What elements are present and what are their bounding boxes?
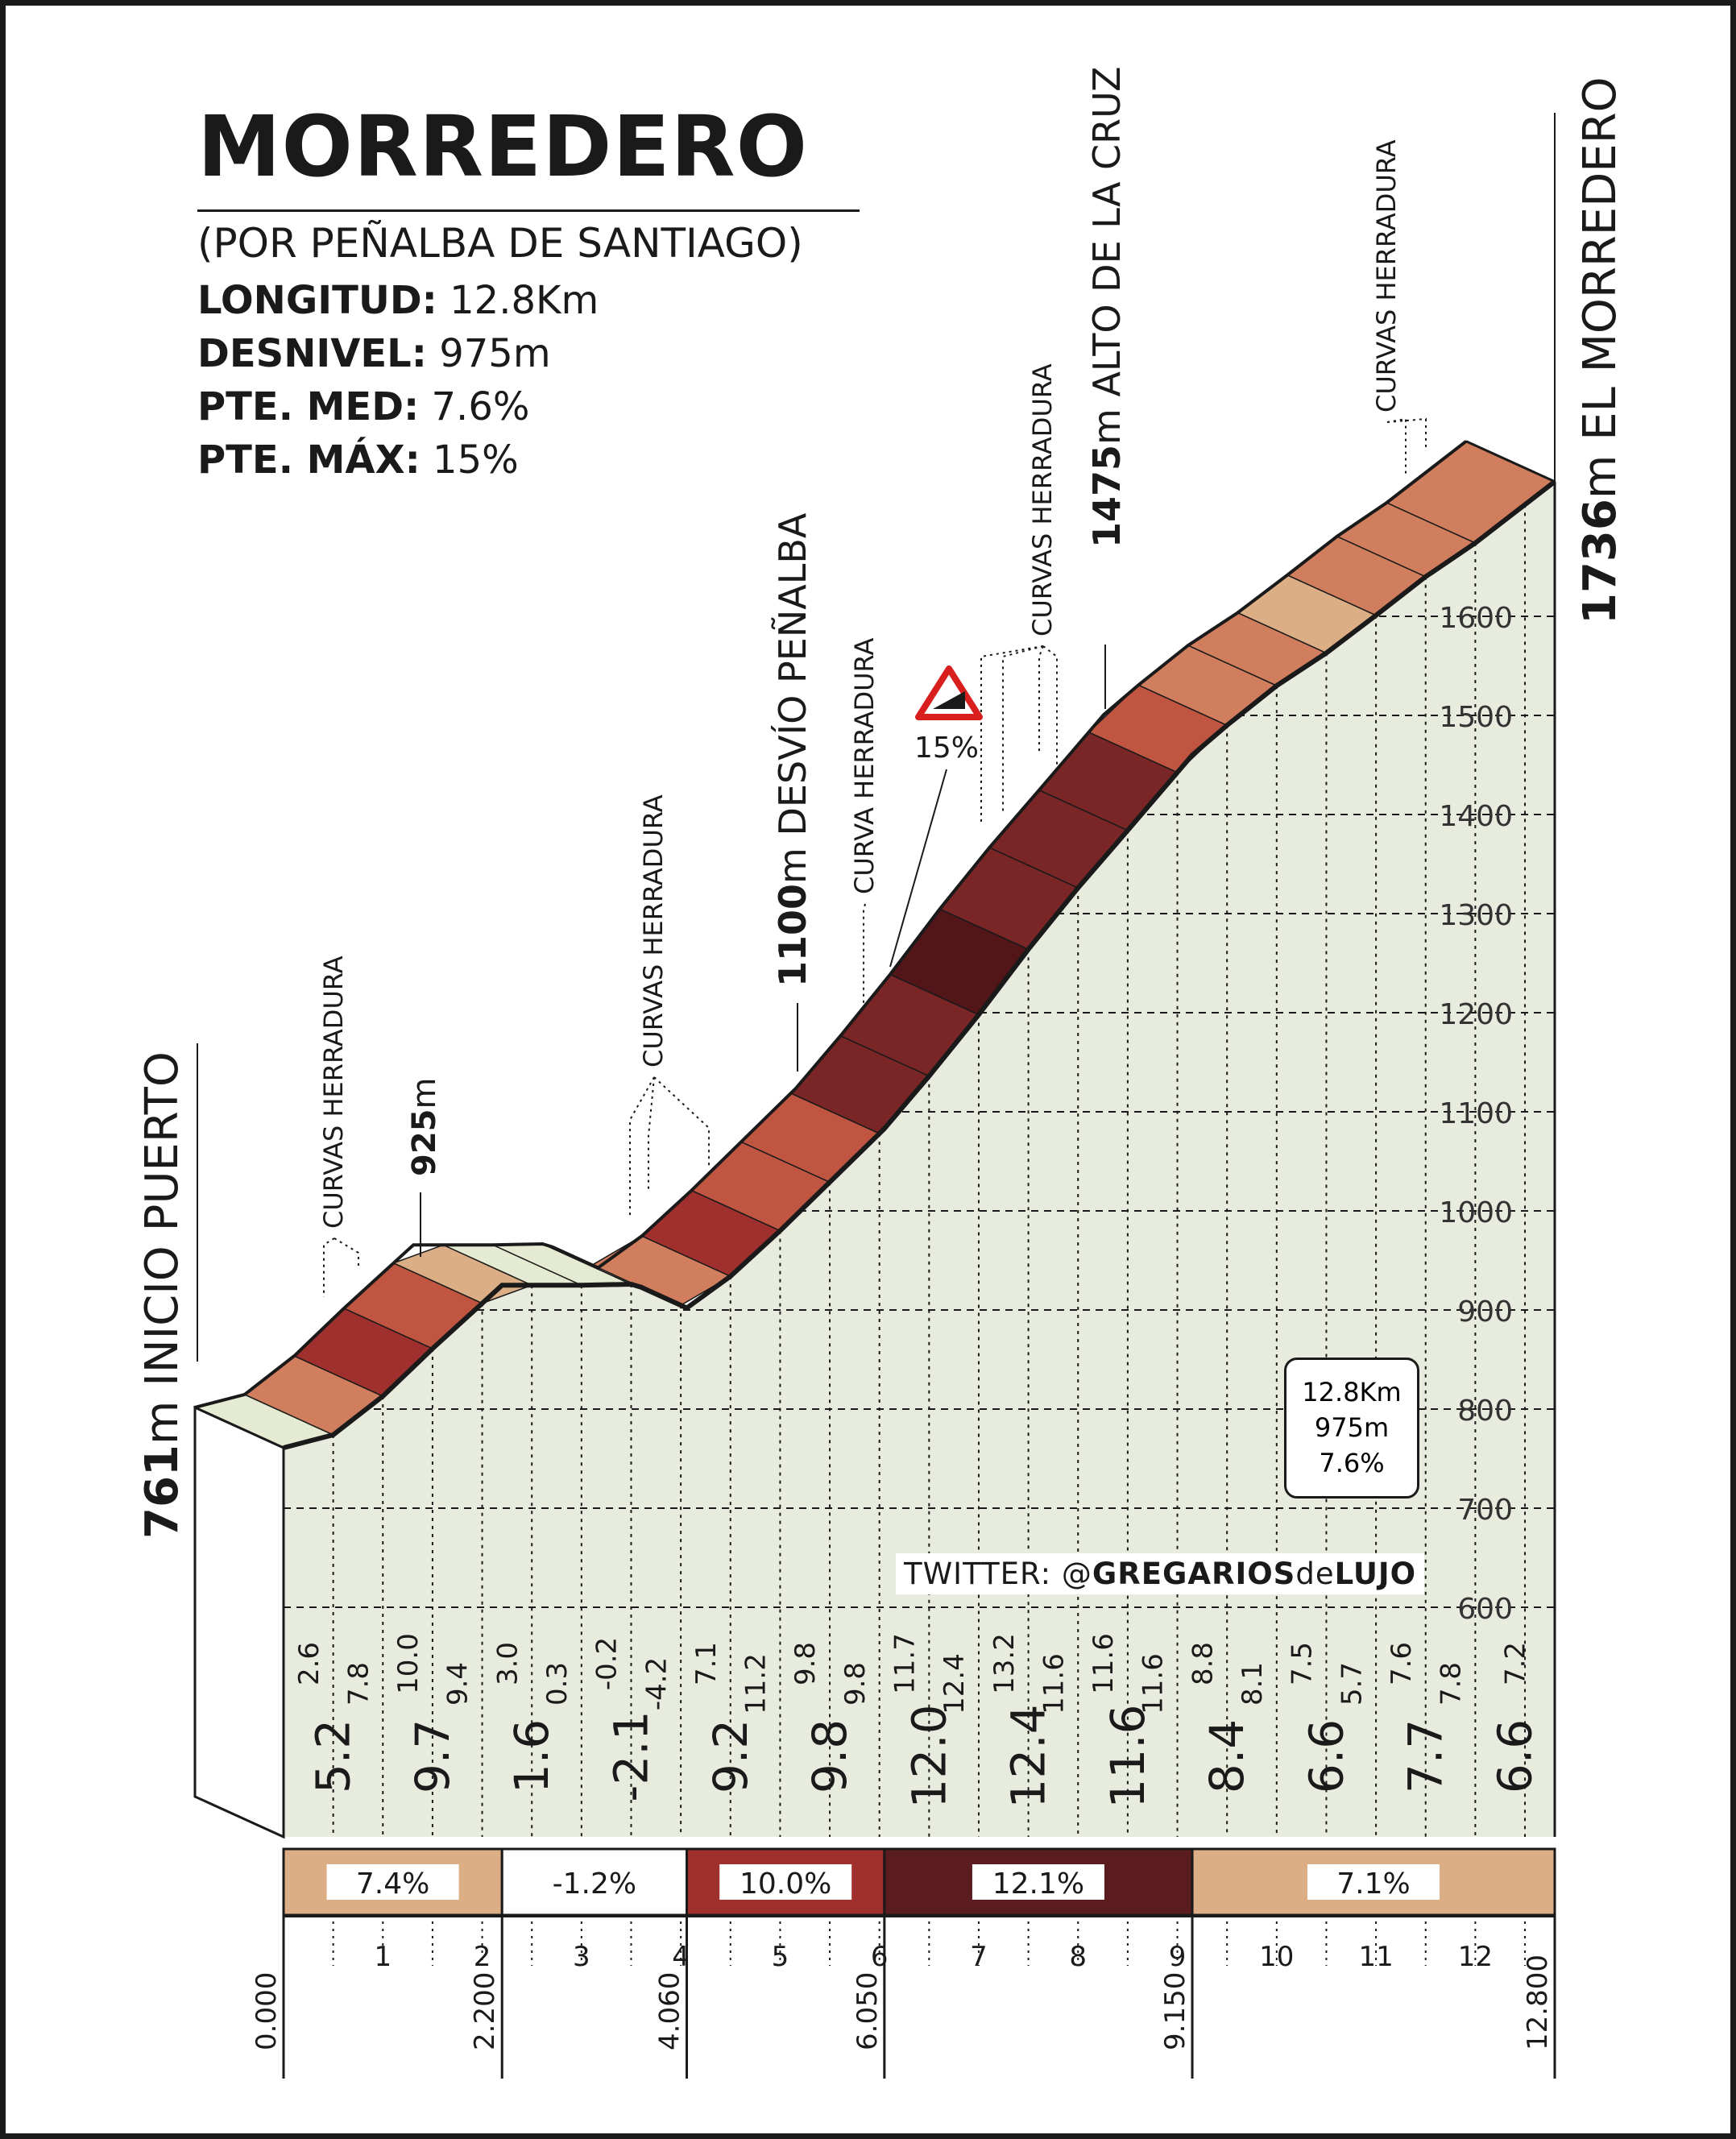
profile-left-face — [195, 1407, 284, 1837]
altitude-tick-label: 1400 — [1439, 800, 1513, 833]
axis-km-label: 5 — [771, 1941, 789, 1973]
title-divider — [197, 209, 860, 212]
curvas-label-2: CURVAS HERRADURA — [638, 794, 669, 1067]
altitude-tick-label: 800 — [1457, 1395, 1513, 1428]
summary-grade: 7.6% — [1319, 1448, 1385, 1479]
curvas-label-3-leader — [1039, 646, 1043, 753]
axis-km-label: 6 — [870, 1941, 889, 1973]
half-km-gradient-label: 11.6 — [1088, 1633, 1121, 1694]
half-km-gradient-label: 7.8 — [342, 1661, 375, 1706]
sector-gradient-label: 7.1% — [1336, 1867, 1411, 1901]
axis-km-label: 9 — [1168, 1941, 1187, 1973]
stat-pte-med — [197, 384, 860, 429]
summary-length: 12.8Km — [1302, 1377, 1402, 1407]
distance-axis — [251, 1916, 1555, 2079]
stat-label: DESNIVEL: — [197, 331, 427, 376]
alto-label — [1085, 67, 1129, 549]
start-label-bold: 761 — [136, 1445, 189, 1539]
finish-label — [1574, 77, 1626, 624]
page-title: MORREDERO — [197, 97, 808, 196]
km-gradient-label: -2.1 — [603, 1710, 659, 1802]
max-grade-warning-icon — [918, 669, 980, 717]
start-label — [136, 1051, 189, 1539]
km-gradient-label: 11.6 — [1100, 1704, 1155, 1809]
stat-pte-max — [197, 437, 860, 483]
half-km-gradient-label: 5.7 — [1336, 1661, 1369, 1706]
page-subtitle: (POR PEÑALBA DE SANTIAGO) — [197, 220, 803, 267]
max-grade-label: 15% — [914, 732, 980, 765]
half-km-gradient-label: 2.6 — [292, 1641, 325, 1686]
curvas-label-3-leader — [1043, 646, 1057, 765]
half-km-gradient-label: 7.6 — [1385, 1641, 1418, 1686]
p925-label — [406, 1078, 443, 1176]
altitude-tick-label: 1100 — [1439, 1097, 1513, 1130]
p925-label-rest: m — [406, 1077, 443, 1109]
stat-value: 7.6% — [431, 384, 530, 429]
stat-value: 975m — [439, 331, 551, 376]
profile-side-face — [195, 1407, 284, 1837]
sector-gradient-label: 10.0% — [739, 1867, 832, 1901]
half-km-gradient-label: 11.2 — [740, 1653, 773, 1714]
sector-gradient-label: 7.4% — [355, 1867, 430, 1901]
km-gradient-label: 6.6 — [1299, 1718, 1354, 1794]
twitter-prefix: TWITTER: @ — [904, 1557, 1092, 1591]
header — [197, 97, 860, 483]
axis-km-label: 8 — [1069, 1941, 1088, 1973]
summary-box — [1284, 1358, 1419, 1499]
axis-key-distance: 0.000 — [251, 1971, 283, 2050]
curvas-label-1: CURVAS HERRADURA — [318, 956, 349, 1229]
curvas-label-4-leader — [1387, 419, 1406, 475]
twitter-mid: de — [1295, 1557, 1335, 1591]
altitude-tick-label: 1000 — [1439, 1196, 1513, 1229]
axis-km-label: 4 — [672, 1941, 690, 1973]
km-gradient-label: 7.7 — [1398, 1718, 1453, 1794]
sector-gradient-label: -1.2% — [552, 1867, 637, 1901]
stat-label: PTE. MED: — [197, 384, 420, 429]
stat-value: 12.8Km — [450, 278, 599, 323]
desvio-label-bold: 1100 — [771, 883, 814, 987]
start-label-rest: m INICIO PUERTO — [136, 1051, 189, 1445]
half-km-gradient-label: 7.5 — [1286, 1641, 1319, 1686]
alto-label-rest: m ALTO DE LA CRUZ — [1085, 66, 1129, 445]
p925-label-bold: 925 — [406, 1109, 443, 1176]
curvas-label-3: CURVAS HERRADURA — [1027, 363, 1058, 636]
sector-bar — [284, 1849, 1555, 1915]
finish-label-rest: m EL MORREDERO — [1574, 77, 1626, 500]
half-km-gradient-label: 11.6 — [1137, 1653, 1170, 1714]
altitude-tick-label: 1600 — [1439, 602, 1513, 635]
curvas-label-3-leader — [1003, 646, 1043, 814]
km-gradient-label: 9.8 — [802, 1718, 858, 1794]
curvas-label-2-leader — [648, 1077, 654, 1192]
km-gradient-label: 9.2 — [702, 1718, 758, 1794]
half-km-gradient-label: 7.1 — [690, 1641, 723, 1686]
axis-km-label: 11 — [1358, 1941, 1394, 1973]
km-gradient-label: 9.7 — [404, 1718, 460, 1794]
half-km-gradient-label: -0.2 — [590, 1636, 624, 1691]
curvas-label-2-leader — [654, 1077, 709, 1168]
km-gradient-label: 8.4 — [1199, 1718, 1255, 1794]
summary-gain: 975m — [1314, 1412, 1390, 1444]
half-km-gradient-label: 8.8 — [1187, 1641, 1220, 1686]
curva-label: CURVA HERRADURA — [849, 637, 880, 894]
finish-label-bold: 1736 — [1574, 499, 1626, 624]
axis-key-distance: 9.150 — [1159, 1971, 1192, 2050]
altitude-tick-label: 1200 — [1439, 998, 1513, 1031]
half-km-gradient-label: 12.4 — [938, 1653, 972, 1714]
curvas-label-2-leader — [630, 1077, 654, 1217]
axis-km-label: 10 — [1259, 1941, 1295, 1973]
twitter-bold-2: LUJO — [1334, 1557, 1417, 1591]
axis-km-label: 2 — [473, 1941, 491, 1973]
axis-km-label: 12 — [1457, 1941, 1494, 1973]
km-gradient-label: 6.6 — [1487, 1718, 1543, 1794]
half-km-gradient-label: -4.2 — [640, 1656, 673, 1711]
half-km-gradient-label: 8.1 — [1236, 1661, 1269, 1706]
stat-longitud — [197, 278, 860, 323]
axis-key-distance: 6.050 — [851, 1971, 884, 2050]
desvio-label-rest: m DESVÍO PEÑALBA — [771, 512, 814, 884]
stat-label: LONGITUD: — [197, 278, 437, 323]
half-km-gradient-label: 9.8 — [789, 1641, 822, 1686]
altitude-tick-label: 900 — [1457, 1295, 1513, 1329]
half-km-gradient-label: 0.3 — [541, 1661, 574, 1706]
axis-km-label: 1 — [374, 1941, 392, 1973]
half-km-gradient-label: 11.7 — [889, 1633, 922, 1694]
curvas-label-4: CURVAS HERRADURA — [1371, 139, 1402, 412]
half-km-gradient-label: 13.2 — [988, 1633, 1021, 1694]
stat-value: 15% — [433, 437, 519, 483]
altitude-tick-label: 600 — [1457, 1593, 1513, 1626]
half-km-gradient-label: 11.6 — [1038, 1653, 1071, 1714]
km-gradient-label: 1.6 — [504, 1718, 560, 1794]
km-gradient-label: 5.2 — [305, 1718, 361, 1794]
half-km-gradient-label: 9.8 — [839, 1661, 872, 1706]
km-gradient-label: 12.4 — [1001, 1704, 1056, 1809]
stat-desnivel — [197, 331, 860, 376]
sector-gradient-label: 12.1% — [992, 1867, 1085, 1901]
curvas-label-1-leader — [324, 1238, 334, 1297]
stat-label: PTE. MÁX: — [197, 437, 421, 483]
km-gradient-label: 12.0 — [901, 1704, 957, 1809]
half-km-gradient-label: 7.2 — [1499, 1641, 1532, 1686]
twitter-credit — [896, 1553, 1424, 1594]
curva-label-leader — [864, 904, 865, 1003]
half-km-gradient-label: 10.0 — [392, 1633, 425, 1694]
half-km-gradient-label: 7.8 — [1435, 1661, 1468, 1706]
altitude-tick-label: 1300 — [1439, 899, 1513, 932]
alto-label-bold: 1475 — [1085, 444, 1129, 548]
altitude-tick-label: 1500 — [1439, 701, 1513, 734]
altitude-tick-label: 700 — [1457, 1494, 1513, 1527]
axis-key-distance: 2.200 — [469, 1971, 502, 2050]
half-km-gradient-label: 3.0 — [491, 1641, 524, 1686]
half-km-gradient-label: 9.4 — [441, 1661, 474, 1706]
axis-km-label: 7 — [970, 1941, 988, 1973]
axis-key-distance: 12.800 — [1522, 1955, 1554, 2050]
axis-km-label: 3 — [573, 1941, 590, 1973]
desvio-label — [771, 512, 814, 987]
axis-key-distance: 4.060 — [653, 1971, 686, 2050]
curvas-label-1-leader — [334, 1238, 358, 1269]
twitter-bold-1: GREGARIOS — [1092, 1557, 1296, 1591]
